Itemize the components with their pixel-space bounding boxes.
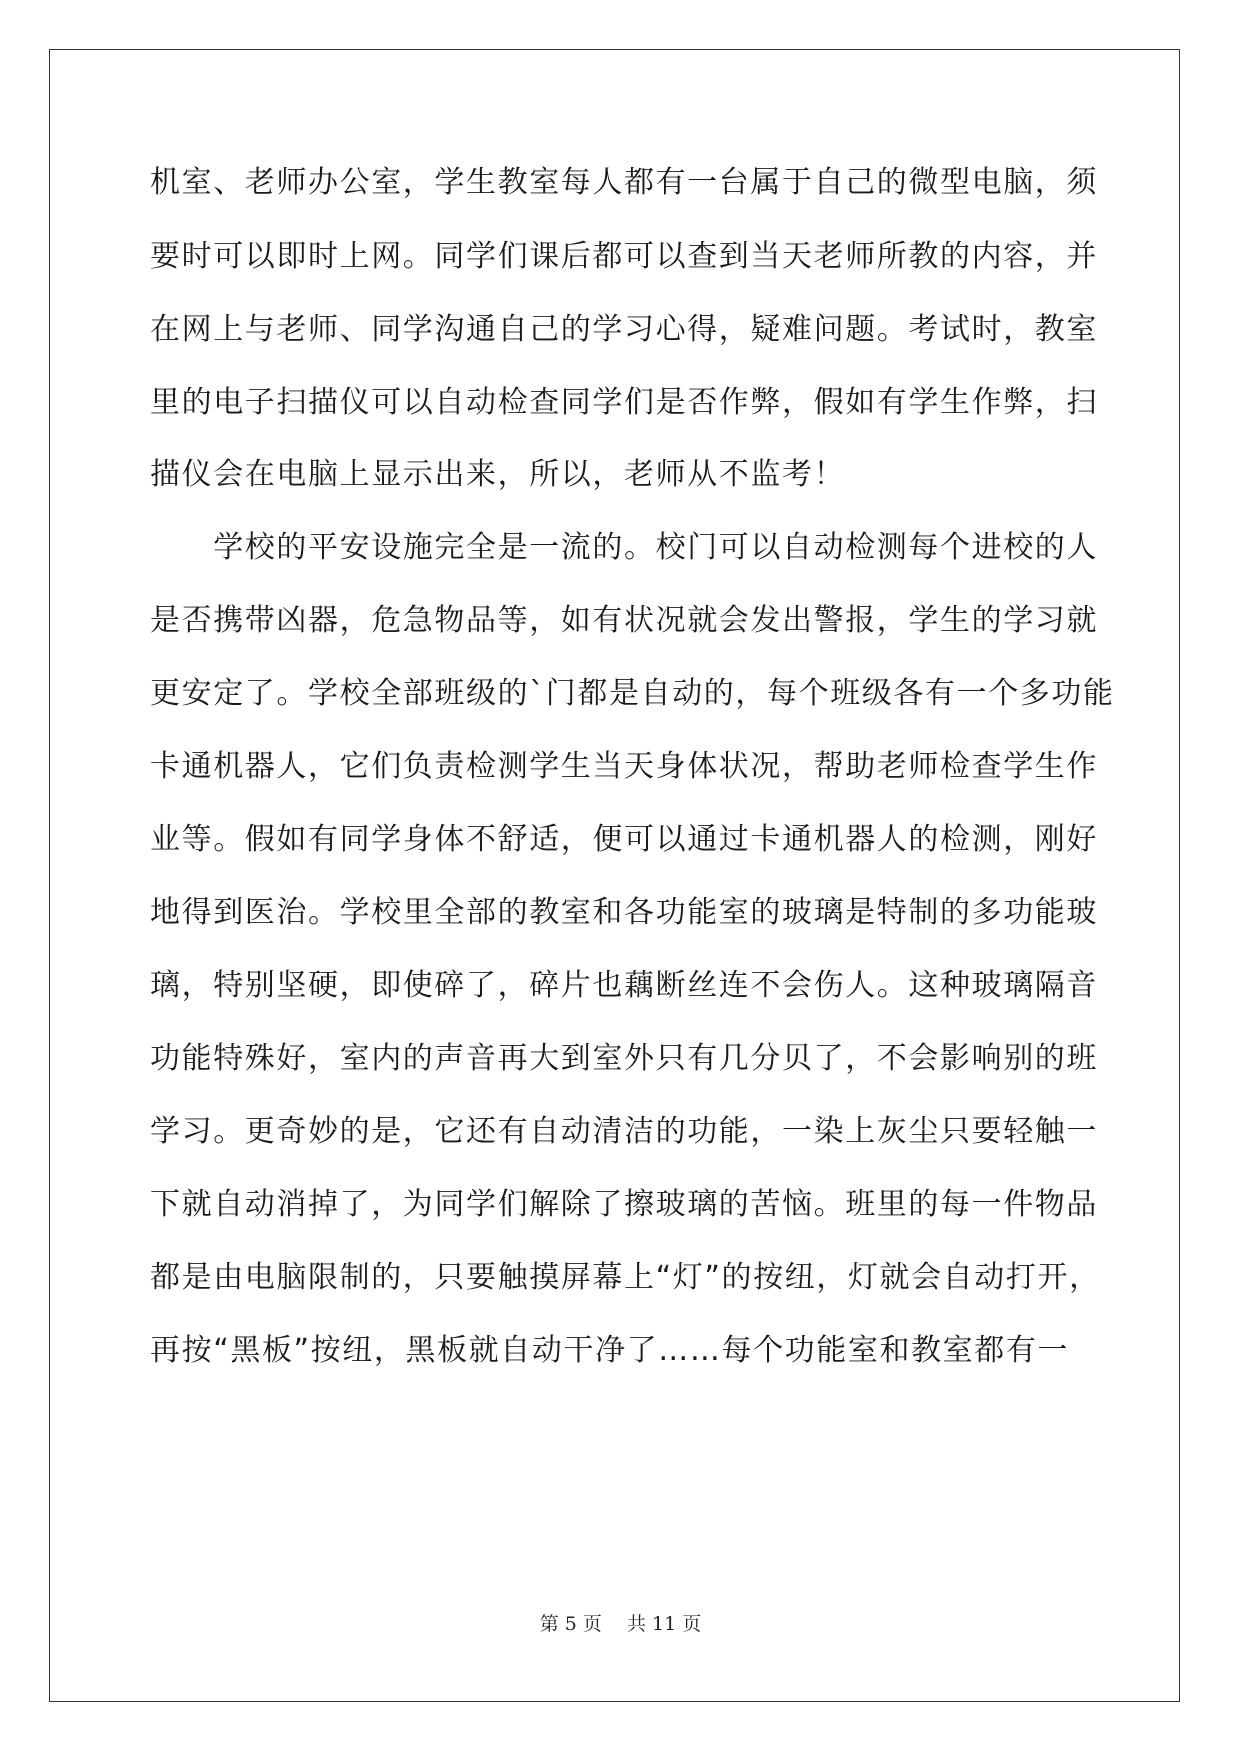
text-line: 学校的平安设施完全是一流的。校门可以自动检测每个进校的人 <box>150 530 1098 565</box>
text-line: 是否携带凶器，危急物品等，如有状况就会发出警报，学生的学习就 <box>150 603 1098 638</box>
text-line: 里的电子扫描仪可以自动检查同学们是否作弊，假如有学生作弊，扫 <box>150 385 1098 420</box>
text-line: 卡通机器人，它们负责检测学生当天身体状况，帮助老师检查学生作 <box>150 749 1098 784</box>
page-border <box>49 49 1180 1702</box>
text-line: 要时可以即时上网。同学们课后都可以查到当天老师所教的内容，并 <box>150 239 1098 274</box>
text-line: 业等。假如有同学身体不舒适，便可以通过卡通机器人的检测，刚好 <box>150 822 1098 857</box>
text-line: 功能特殊好，室内的声音再大到室外只有几分贝了，不会影响别的班 <box>150 1041 1098 1076</box>
text-line: 描仪会在电脑上显示出来，所以，老师从不监考！ <box>150 457 846 492</box>
page-number-footer: 第 5 页 共 11 页 <box>539 1613 702 1635</box>
text-line: 更安定了。学校全部班级的`门都是自动的，每个班级各有一个多功能 <box>150 676 1115 711</box>
text-line: 再按“黑板”按纽，黑板就自动干净了……每个功能室和教室都有一 <box>150 1333 1070 1368</box>
text-line: 地得到医治。学校里全部的教室和各功能室的玻璃是特制的多功能玻 <box>150 895 1098 930</box>
text-line: 学习。更奇妙的是，它还有自动清洁的功能，一染上灰尘只要轻触一 <box>150 1114 1098 1149</box>
text-line: 在网上与老师、同学沟通自己的学习心得，疑难问题。考试时，教室 <box>150 312 1098 347</box>
text-line: 下就自动消掉了，为同学们解除了擦玻璃的苦恼。班里的每一件物品 <box>150 1187 1098 1222</box>
text-line: 都是由电脑限制的，只要触摸屏幕上“灯”的按纽，灯就会自动打开， <box>150 1260 1101 1295</box>
text-line: 机室、老师办公室，学生教室每人都有一台属于自己的微型电脑，须 <box>150 165 1098 200</box>
text-line: 璃，特别坚硬，即使碎了，碎片也藕断丝连不会伤人。这种玻璃隔音 <box>150 968 1098 1003</box>
